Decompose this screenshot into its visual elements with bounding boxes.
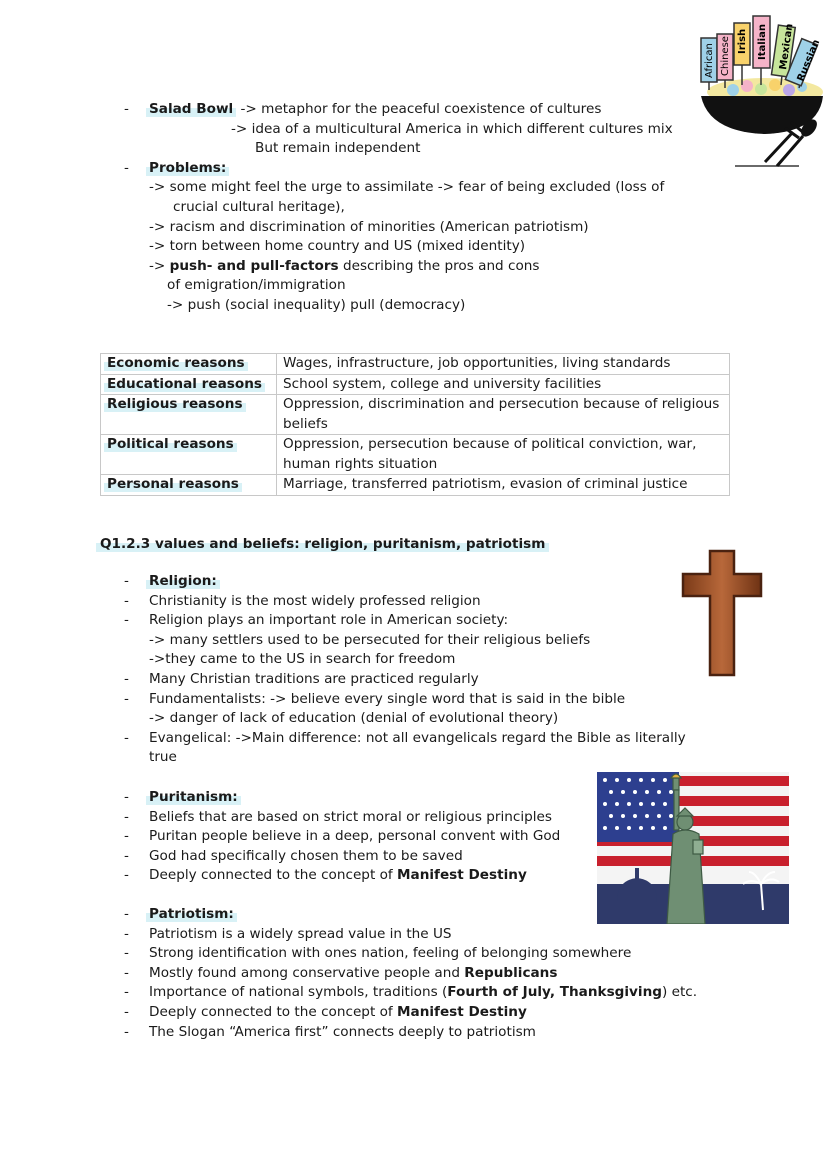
bullet-dash: - (124, 101, 129, 117)
salad-title: Salad Bowl (146, 101, 236, 117)
u4-pre: Deeply connected to the concept of (149, 867, 398, 884)
problem-3: -> torn between home country and US (mixed identity) (149, 238, 526, 255)
religion-heading (149, 572, 220, 592)
reason-key: Political reasons (104, 436, 237, 452)
table-row (101, 395, 730, 435)
puritanism-title: Puritanism: (146, 789, 241, 805)
bullet-dash: - (124, 592, 129, 609)
reason-key: Educational reasons (104, 376, 265, 392)
puritanism-4 (149, 866, 527, 886)
bullet-dash: - (124, 867, 129, 884)
bullet-dash: - (124, 671, 129, 687)
puritanism-2: Puritan people believe in a deep, personal convent with God (149, 828, 561, 845)
bullet-dash: - (124, 984, 129, 1001)
religion-5b: true (149, 749, 177, 766)
problems-title: Problems: (146, 160, 229, 176)
bullet-dash: - (124, 847, 129, 864)
flag-canton (597, 772, 679, 842)
bullet-dash: - (124, 808, 129, 825)
problem-5: -> push (social inequality) pull (democracy) (167, 297, 466, 313)
patriotism-title: Patriotism: (146, 906, 237, 922)
patriotism-5 (149, 1003, 527, 1023)
problem-4 (149, 257, 540, 277)
problem-1: -> some might feel the urge to assimilate -> fear of being excluded (loss of (149, 179, 665, 196)
flag-African (701, 38, 717, 90)
p4-bold: push- and pull-factors (169, 257, 339, 274)
reason-value: School system, college and university facilities (277, 374, 730, 395)
problem-1b: crucial cultural heritage), (173, 199, 345, 215)
patriotism-1: Patriotism is a widely spread value in the US (149, 925, 452, 942)
reason-value: Oppression, discrimination and persecution because of religious beliefs (277, 395, 730, 435)
t4-post: ) etc. (661, 984, 698, 1001)
reason-value: Oppression, persecution because of political conviction, war, human rights situation (277, 435, 730, 475)
religion-4a: -> danger of lack of education (denial of evolutional theory) (149, 710, 559, 727)
bowl-label-Irish: Irish (737, 28, 748, 54)
bullet-dash: - (124, 925, 129, 942)
t5-pre: Deeply connected to the concept of (149, 1004, 398, 1020)
patriotism-heading (149, 905, 237, 925)
section-heading (100, 534, 549, 554)
bullet-dash: - (124, 729, 129, 746)
t4-bold: Fourth of July, Thanksgiving (447, 984, 662, 1001)
problems-heading (149, 159, 229, 179)
patriotism-2: Strong identification with ones nation, feeling of belonging somewhere (149, 945, 632, 962)
t3-pre: Mostly found among conservative people and (149, 964, 465, 981)
religion-2a: -> many settlers used to be persecuted for their religious beliefs (149, 631, 591, 648)
patriotism-6: The Slogan “America first” connects deeply to patriotism (149, 1023, 536, 1040)
reason-value: Wages, infrastructure, job opportunities, living standards (277, 354, 730, 375)
bullet-dash: - (124, 945, 129, 962)
table-row (101, 435, 730, 475)
flag-Chinese (717, 34, 733, 88)
bullet-dash: - (124, 612, 129, 629)
us-flag-statue-illustration (597, 772, 789, 924)
bullet-dash: - (124, 1004, 129, 1020)
t3-bold: Republicans (464, 964, 558, 981)
salad-bowl-illustration (695, 10, 828, 172)
reason-key: Religious reasons (104, 396, 246, 412)
puritanism-1: Beliefs that are based on strict moral or religious principles (149, 808, 552, 825)
t5-bold: Manifest Destiny (397, 1004, 527, 1020)
bullet-dash: - (124, 906, 129, 922)
bowl-label-Russian: Russian (795, 38, 823, 84)
religion-1: Christianity is the most widely professed religion (149, 592, 481, 609)
u4-bold: Manifest Destiny (397, 867, 527, 884)
cross-icon (680, 548, 764, 678)
table-row (101, 374, 730, 395)
reason-key: Personal reasons (104, 476, 242, 492)
religion-2: Religion plays an important role in American society: (149, 612, 509, 629)
bullet-dash: - (124, 690, 129, 707)
bowl-label-Mexican: Mexican (778, 22, 796, 71)
problem-4b: of emigration/immigration (167, 277, 346, 294)
problem-2: -> racism and discrimination of minorities (American patriotism) (149, 218, 589, 235)
bowl-label-Chinese: Chinese (720, 36, 731, 76)
patriotism-4 (149, 983, 697, 1003)
salad-line1 (149, 100, 601, 120)
p4-pre: -> (149, 257, 170, 274)
puritanism-heading (149, 788, 241, 808)
puritanism-3: God had specifically chosen them to be saved (149, 847, 463, 864)
religion-3: Many Christian traditions are practiced regularly (149, 671, 479, 687)
religion-2b: ->they came to the US in search for freedom (149, 651, 456, 668)
salad-line3: But remain independent (255, 140, 421, 157)
reason-value: Marriage, transferred patriotism, evasion of criminal justice (277, 475, 730, 496)
bullet-dash: - (124, 1023, 129, 1040)
salad-line2: -> idea of a multicultural America in which different cultures mix (231, 120, 673, 137)
bowl-label-Italian: Italian (757, 24, 768, 60)
bowl-label-African: African (704, 43, 715, 78)
flag-Italian (753, 16, 770, 85)
reasons-table (100, 353, 730, 496)
bullet-dash: - (124, 828, 129, 845)
bullet-dash: - (124, 573, 129, 589)
salad-desc: -> metaphor for the peaceful coexistence of cultures (236, 101, 602, 117)
section-heading-text: Q1.2.3 values and beliefs: religion, puritanism, patriotism (96, 536, 549, 552)
p4-post: describing the pros and cons (338, 257, 540, 274)
patriotism-3 (149, 964, 557, 984)
bullet-dash: - (124, 964, 129, 981)
religion-5: Evangelical: ->Main difference: not all evangelicals regard the Bible as literally (149, 729, 686, 746)
religion-title: Religion: (146, 573, 220, 589)
religion-4: Fundamentalists: -> believe every single word that is said in the bible (149, 690, 626, 707)
t4-pre: Importance of national symbols, traditions ( (149, 984, 448, 1001)
bullet-dash: - (124, 159, 129, 176)
bullet-dash: - (124, 789, 129, 805)
reason-key: Economic reasons (104, 355, 248, 371)
table-row (101, 354, 730, 375)
table-row (101, 475, 730, 496)
flag-Irish (734, 23, 750, 85)
